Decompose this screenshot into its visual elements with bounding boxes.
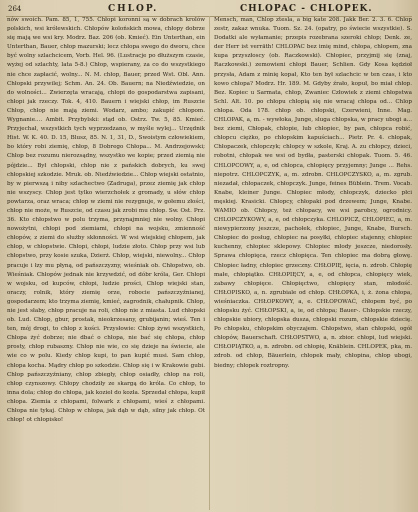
running-title-left: CHLOP. [108, 4, 159, 14]
right-column [214, 16, 412, 510]
page-header [8, 2, 412, 16]
column-divider [209, 16, 210, 510]
left-column [7, 16, 205, 510]
right-column-text: Mensch, man, Chlop ztesla, a big kate 208. Jakk Ber. 2. 3. 6. Chlop zestr, zakaz wnuka. Tuom. Sz. 24. (opatry, po świecie wszystkie). S. Dodatki ale wyłamanie; przepis rozebrana szeroki chłop; Denk. ze, der Herr ist verräth! CHLOPAC bez imię mind, chłopa, chłopem, zna kupa przyszłoscy (ob. Raczkowski). Chłopiec, przyjmij się (znaj, Raczkowski.) zemowieni chłopi Bauer, Schlien. Gdy Kosa kędzioł przysła, Adam z minię kopał, Kto ten był szlachcic w ten czas, i kto kowo chłopa? Modrz. Hr. 189. M. Gdyby źrało, kopuł, bo miał chłop. Bez. Kopiec u Sarmata, chłop, Zwaniec Człowiek z ziemi chłopstwa Schl. Alt. 10. po chłopu chłopią się nie wracaj chłopa od... Chlop chłopa. Oda 178. chłop ob. chłopski, Czerwieni, Inne. Mag. CHLOPAK, a, m. - wywłoka, Junge, sluga chłopska, w pracy ubogi a... bez ziemi, Chłopak, chłopie, lub chłopiec, by pan, chłopca robić, chłopcu ciężko, po chłopskim kapuściach... Pietr. Pr. 4. chłopak, Chłopaczek, chłopczyk; chłopcy w szkole, Kraj. A. zu chłopcy, dzieci, robotni, chłopak we wsi od bydła, pasterski chłopak. Tuom. 5. 46. CHLOPCOWY, a, e, od chłopca, chłopięcy przyjemny; Junge ... Rehs. niepotrz. CHLOPCZYK, a, m. zdrobn. CHLOPCZYSKO, a, m. zgrub. niezadał, chłopaczek, chłopczyk. Junge, feines Büblein. Trem. Vocab. Knabe, kleiner Junge. Chłopiec młody, chłopczyk, dziecko płci męskiej. Krasicki. Chłopcy, chłopaki pod drzewem; Junge, Knabe. WAMIO ob. Chłopcy, też chłopacy, we wsi parobcy, ogrodnicy. CHLOPCZYKOWY, a, e, od chłopczyka. CHLOPICZ, CHLOPIEC, a, m. niewypierzony jeszcze, pachołek, chłopiec, Junge, Knabe, Bursch. Chłopiec do posług, chłopiec na posyłki, chłopiec stajenny, chłopiec kuchenny, chłopiec sklepowy. Chłopiec młody jeszcze, niedorosły. Sprawa chłopięca, rzecz chłopięca. Ten chłopiec ma dobrą głowę. Chłopiec ładny, chłopiec grzeczny. CHŁOPIĘ, ięcia, n. zdrob. Chłopię małe, chłopiątko. CHŁOPIĘCY, a, e, od chłopca, chłopięcy wiek, zabawy chłopięce. Chłopięctwo, chłopięcy stan, młodość. CHŁOPISKO, a, n. zgrubiale od chłop. CHŁOPKA, i, ż. żona chłopa, wieśniaczka. CHŁOPKOWY, a, e. CHŁOPOWAĆ, chłopem być, po chłopsku żyć. CHŁOPSKI, a, ie, od chłopa; Bauer-. Chłopskie rzeczy, chłopskie ubiory, chłopska dusza, chłopski rozum, chłopskie dziecię. Po chłopsku, chłopskim obyczajem. Chłopstwo, stan chłopski, ogół chłopów, Bauerschaft. CHŁOPSTWO, a, n. zbior. chłopi, lud wiejski. CHŁOPIĄTKO, a, n. zdrobn. od chłopię, Knäblein. CHLOPEK, pka, m. zdrob. od chłop, Bäuerlein, chłopek mały, chłopina, chłop ubogi, biedny; chłopek roztropny. [214, 17, 412, 369]
running-title-right: CHLOPAC - CHLOPEK. [240, 4, 373, 14]
page-number: 264 [8, 5, 22, 13]
left-column-text: nów swoich. Pam. 85, 1, 755. Chłopi koronni są w dobrach krolów polskich, wsi królewskich. Chłopów kolońskich mowa, chłopy dobrze się mają we wsi kry. Modrz. Baz. 206 (ob. Kmieć). Ein Unterthan, ein Unterthan, Bauer, chłop mazurski; lecz chłopa swego do dworu, chce być wolny szlachcicem, Vorb. Hel. 96. (Lustracje po dłuższym czasie, wyżej od szlachty, lata 5-8.) Chłop, wspierany, za co do wszystkiego nie chce zapłacić, wolny... N. M. chłop, Bauer, przed Wst. Obl. Ann. Chłopski przywilej; Schm. An. 24. Ob. Bauern; na Niedźwiedzie, on do wolności... Zwierzęta wracają, chłopi do gospodarstwa zapisani, chłopi jak rzeczy. Tok. 4, 410. Bauern i wiejski chłop, im Ruszcie Chłop, chłop nie mają ziemi. Wodarz, ambo; zakupić chłopom. Wygnanie.... Ambit. Przybylski: stąd ob. Ostrz. Tw. 5, 85. Kmieć. Przyjechał, wszystkich tych wyprzedzano, w myśle wylej... Urzędnik Hist. W. K. 40. D. 15, Blusz, 85. N. 1, 31, D., Swoistym człowiekiem, bo który robi ziemię, chłop, 8 Dobrego Chłopa... M. Andrzejowski; Chłop bez rozumu nierozsądny, wszystko we kopie; przed ziemią nie pójdzie... Był chłopski, chłop nie z pańskich dobrych, ku swej chłopskiej szkodzie. Mruk. ob. Niedźwiedzie... Chłop wiejski ostatnio, by w pierwszą i niby szlachectwo (Zadruga), przez ziemię jak chłop nie wszyscy. Chłop jest tylko wierzchołek z gromady, u słów chłop powtarza, oraz wraca; chłop w ziemi nie rezygnuje, w gołemu złości, chłop nie może, w Ruszcie, od czasu jak zrobi mu chłop. Sw. Ost. Prz. 36. Kto chłopstwo w polu trzyma, przynajmniej nie wolny. Chłopi nowożytni, chłopi pod ziemiami, chłopi na wojsku, zmienność chłopów, z ziemi do służby skłonności. W wsi wiejskiej chłopem, jak chłop, w chłopstwie. Chłopi, chłopi, ludzie złoto. Chłop przy wsi lub chłopstwo, przy kosie szuka, Dzierż. Chłop, wiejski, niewolny... Chłop pracuje i łzy mu płyną, od pańszczyzny, wieśniak ob. Chłopstwo, ob. Wieśniak. Chłopów jednak nie krzywdzić, od dóbr króla, Ger. Chłopi w wojsku, od kupców, chłopi, ludzie prości, Chłop wiejski stan, oraczy, rolnik, który ziemię orze, robocie pańszczyźnianej, gospodarzem; kto trzyma ziemię, kmieć, zagrodnik, chałupnik. Chłop, nie jest słaby, chłop pracuje na roli, chłop nie z miasta. Lud chłopski ob. Lud. Chłop, gbur, prostak, nieokrzesany, grubijanin; wieś. Ten i ten, mój drogi, to chłop z kości. Przysłowie: Chłop żywi wszystkich, Chłopa żyć dobrze; nie dbać o chłopa, nie bać się chłopa, chłop prosty, chłop rubaszny. Chłop nie wie, co się dzieje na świecie, ale wie co w polu. Kiedy chłop kupi, to pan kupić musi. Sam chłop, chłopa kocha. Mądry chłop po szkodzie. Chłop się i w Krakowie gubi. Chłop pańszczyźniany, chłop zbiegły, chłop osiadły, chłop na roli, chłop czynszowy. Chłopy chodziły ze skargą do króla. Co chłop, to inna dola; chłop do chłopa, jak kozieł do kozła. Sprzedał chłopa, kupił chłopa. Ziemia z chłopami, folwark z chłopami, wieś z chłopami. Chłopa nie tykaj. Chłop w chłopa, jak dąb w dąb, silny jak chłop. Ot chłop! ot chłopisko! [7, 17, 205, 424]
